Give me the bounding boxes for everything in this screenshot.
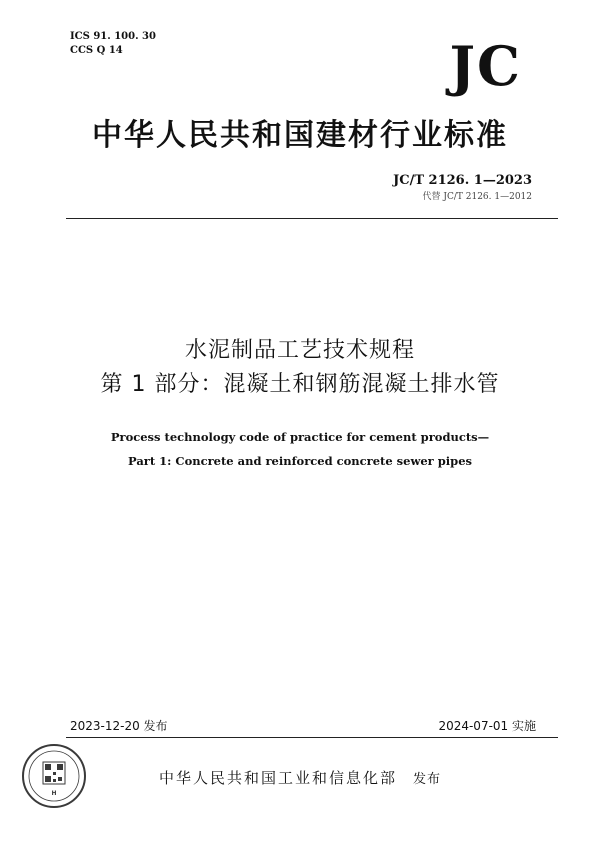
publisher-suffix: 发布 bbox=[413, 772, 442, 787]
standard-number: JC/T 2126. 1—2023 bbox=[393, 173, 532, 188]
jc-logo: JC bbox=[449, 34, 522, 98]
ics-code: ICS 91. 100. 30 bbox=[70, 31, 156, 42]
classification-codes bbox=[70, 30, 156, 58]
effective-date: 2024-07-01 实施 bbox=[438, 719, 536, 733]
top-divider bbox=[66, 218, 558, 219]
publisher-name: 中华人民共和国工业和信息化部 bbox=[158, 769, 397, 787]
chinese-title-line1: 水泥制品工艺技术规程 bbox=[184, 338, 415, 363]
svg-text:H: H bbox=[51, 790, 57, 797]
chinese-title-line2: 第 1 部分：混凝土和钢筋混凝土排水管 bbox=[100, 372, 500, 397]
bottom-divider bbox=[66, 737, 558, 738]
issue-date: 2023-12-20 发布 bbox=[70, 719, 168, 733]
english-title-line2: Part 1: Concrete and reinforced concrete sewer pipes bbox=[128, 454, 472, 468]
ccs-code: CCS Q 14 bbox=[70, 45, 123, 56]
standard-code-block bbox=[393, 172, 532, 203]
replaces-note: 代替 JC/T 2126. 1—2012 bbox=[422, 192, 532, 202]
publisher-line bbox=[0, 767, 600, 791]
standard-type-title: 中华人民共和国建材行业标准 bbox=[92, 118, 508, 153]
english-title-line1: Process technology code of practice for cement products— bbox=[110, 430, 490, 444]
